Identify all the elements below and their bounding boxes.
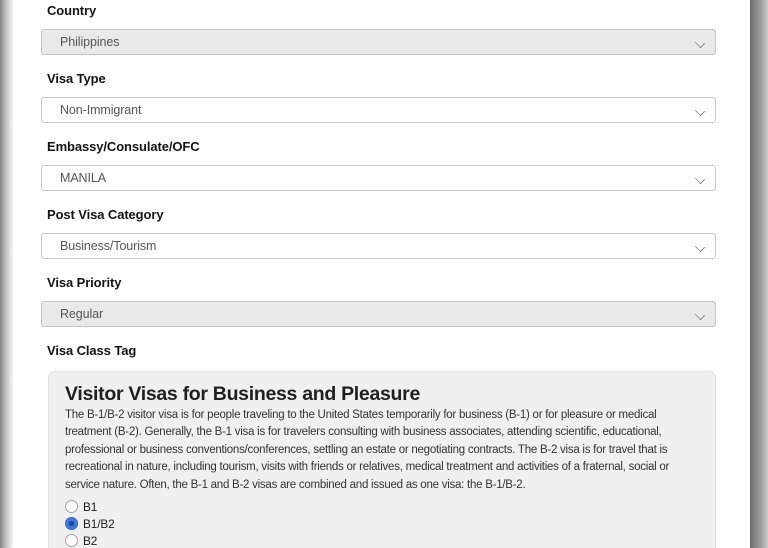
panel-description: The B-1/B-2 visitor visa is for people traveling to the United States temporarily for business (B-1) or for pleasure or medical treatment (B-2). Generally, the B-1 visa is for travelers consulting with business associates, attending scientific, educational, professional or business conventions/conferences, settling an estate or negotiating contracts. The B-2 visa is for travel that is recreational in nature, including tourism, visits with friends or relatives, medical treatment and activities of a fraternal, social or service nature. Often, the B-1 and B-2 visas are combined and issued as one visa: the B-1/B-2. [65,409,670,491]
embassy-label: Embassy/Consulate/OFC [47,139,200,154]
visa-priority-select [41,301,716,327]
visa-form [41,3,716,548]
post-visa-category-select[interactable] [41,233,716,259]
country-select [41,29,716,55]
radio-button-icon[interactable] [65,500,78,513]
radio-button-icon[interactable] [65,517,78,530]
field-post-visa-category [41,207,716,259]
chevron-down-icon [695,106,705,116]
visa-priority-label: Visa Priority [47,275,122,290]
visa-class-radio-group [65,498,699,548]
field-country [41,3,716,55]
window-shadow-left [0,0,14,548]
embassy-select[interactable] [41,165,716,191]
window-shadow-right [750,0,768,548]
chevron-down-icon [695,38,705,48]
visa-class-tag-label: Visa Class Tag [47,343,137,358]
post-visa-category-select-value: Business/Tourism [60,239,157,253]
visa-class-panel [48,371,716,548]
radio-option-label: B1 [83,499,98,514]
visa-type-label: Visa Type [47,71,106,86]
post-visa-category-label: Post Visa Category [47,207,164,222]
radio-option-label: B1/B2 [83,516,115,531]
embassy-select-value: MANILA [60,171,106,185]
visa-type-select[interactable] [41,97,716,123]
radio-option-b2[interactable] [65,532,699,548]
chevron-down-icon [695,174,705,184]
visa-priority-select-value: Regular [60,307,104,321]
country-label: Country [47,3,97,18]
field-visa-priority [41,275,716,327]
field-visa-type [41,71,716,123]
radio-option-label: B2 [83,533,98,548]
chevron-down-icon [695,310,705,320]
radio-button-icon[interactable] [65,534,78,547]
chevron-down-icon [695,242,705,252]
country-select-value: Philippines [60,35,120,49]
radio-option-b1[interactable] [65,498,699,515]
panel-title: Visitor Visas for Business and Pleasure [65,383,420,405]
visa-type-select-value: Non-Immigrant [60,103,142,117]
radio-option-b1b2[interactable] [65,515,699,532]
field-embassy [41,139,716,191]
